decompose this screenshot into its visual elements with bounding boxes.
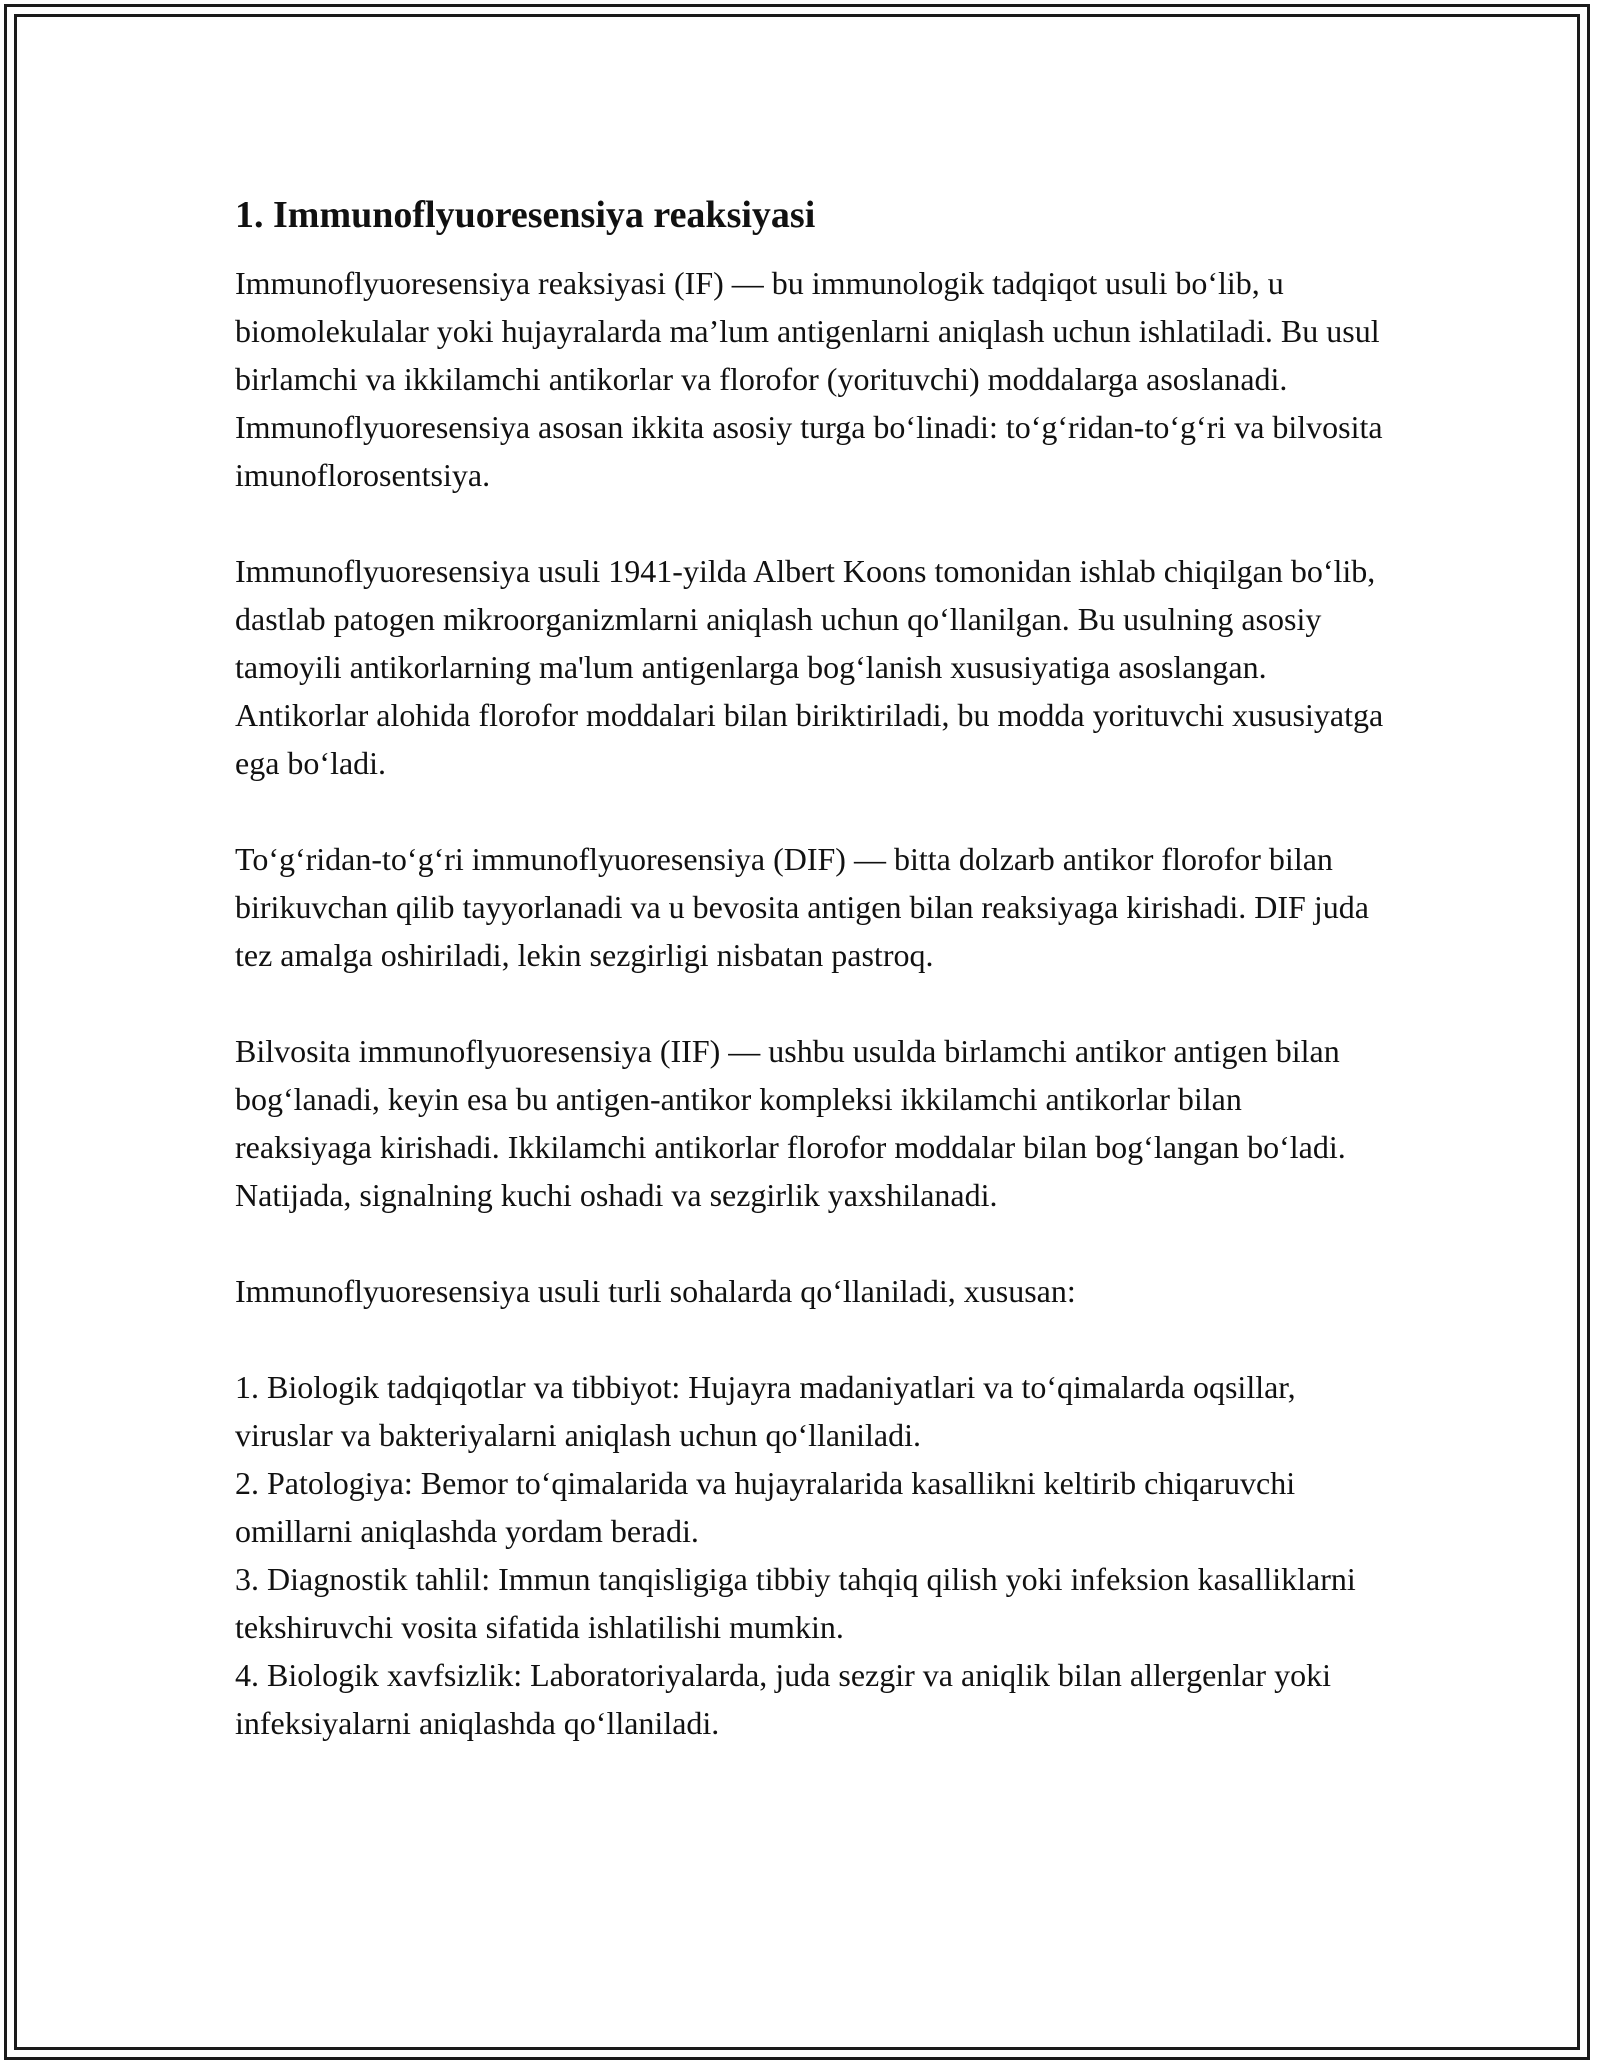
paragraph-iif: Bilvosita immunoflyuoresensiya (IIF) — ushbu usulda birlamchi antikor antigen bilan bog‘lanadi, keyin esa bu antigen-antikor kompleksi ikkilamchi antikorlar bilan reaksiyaga kirishadi. Ikkilamchi antikorlar florofor moddalar bilan bog‘langan bo‘ladi. Natijada, signalning kuchi oshadi va sezgirlik yaxshilanadi. [235, 1033, 1346, 1213]
list-item: 3. Diagnostik tahlil: Immun tanqisligiga tibbiy tahqiq qilish yoki infeksion kasalliklarni tekshiruvchi vosita sifatida ishlatilishi mumkin. [235, 1561, 1356, 1645]
list-item: 2. Patologiya: Bemor to‘qimalarida va hujayralarida kasallikni keltirib chiqaruvchi omillarni aniqlashda yordam beradi. [235, 1465, 1296, 1549]
document-title: 1. Immunoflyuoresensiya reaksiyasi [235, 194, 816, 236]
paragraph-dif: To‘g‘ridan-to‘g‘ri immunoflyuoresensiya (DIF) — bitta dolzarb antikor florofor bilan birikuvchan qilib tayyorlanadi va u bevosita antigen bilan reaksiyaga kirishadi. DIF juda tez amalga oshiriladi, lekin sezgirligi nisbatan pastroq. [235, 841, 1369, 973]
list-item: 1. Biologik tadqiqotlar va tibbiyot: Hujayra madaniyatlari va to‘qimalarda oqsillar, viruslar va bakteriyalarni aniqlash uchun qo‘llaniladi. [235, 1369, 1296, 1453]
paragraph-history: Immunoflyuoresensiya usuli 1941-yilda Albert Koons tomonidan ishlab chiqilgan bo‘lib, dastlab patogen mikroorganizmlarni aniqlash uchun qo‘llanilgan. Bu usulning asosiy tamoyili antikorlarning ma'lum antigenlarga bog‘lanish xususiyatiga asoslangan. Antikorlar alohida florofor moddalari bilan biriktiriladi, bu modda yorituvchi xususiyatga ega bo‘ladi. [235, 553, 1384, 781]
list-item: 4. Biologik xavfsizlik: Laboratoriyalarda, juda sezgir va aniqlik bilan allergenlar yoki infeksiyalarni aniqlashda qo‘llaniladi. [235, 1657, 1331, 1741]
document-body [235, 185, 1385, 1747]
paragraph-applications-intro: Immunoflyuoresensiya usuli turli sohalarda qo‘llaniladi, xususan: [235, 1273, 1076, 1309]
applications-list [235, 1363, 1385, 1747]
paragraph-intro: Immunoflyuoresensiya reaksiyasi (IF) — bu immunologik tadqiqot usuli bo‘lib, u biomolekulalar yoki hujayralarda ma’lum antigenlarni aniqlash uchun ishlatiladi. Bu usul birlamchi va ikkilamchi antikorlar va florofor (yorituvchi) moddalarga asoslanadi. Immunoflyuoresensiya asosan ikkita asosiy turga bo‘linadi: to‘g‘ridan-to‘g‘ri va bilvosita imunoflorosentsiya. [235, 265, 1383, 493]
